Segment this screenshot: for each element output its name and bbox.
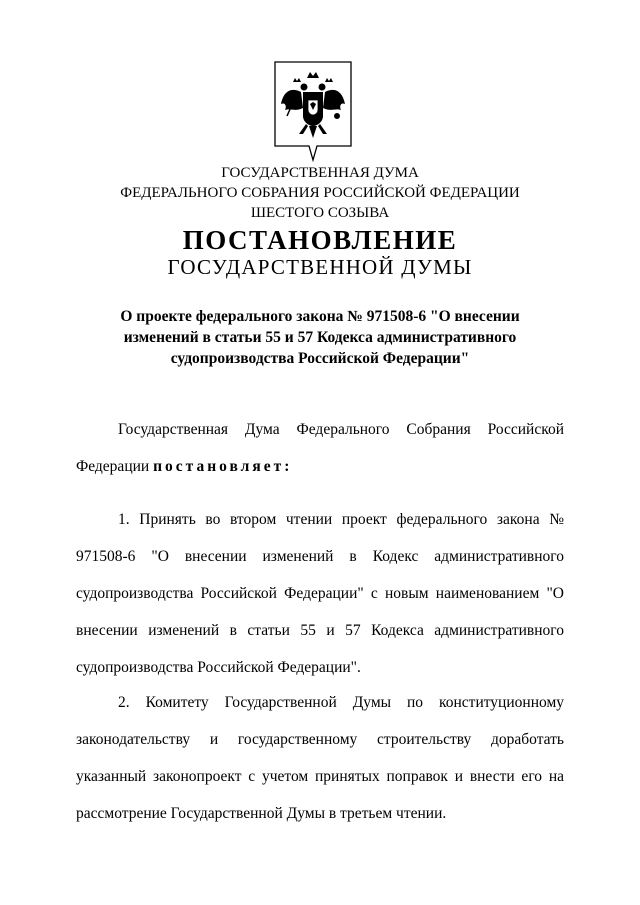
preamble-text: Государственная Дума Федерального Собрания Российской Федерации	[76, 421, 564, 475]
document-subtitle: ГОСУДАРСТВЕННОЙ ДУМЫ	[167, 255, 473, 279]
header-line-1: ГОСУДАРСТВЕННАЯ ДУМА	[221, 165, 419, 181]
resolution-item-2: 2. Комитету Государственной Думы по конституционному законодательству и государственному строительству доработать указанный законопроект с учетом принятых поправок и внести его на рассмотрение Государственной Думы в третьем чтении.	[76, 694, 564, 822]
document-title: ПОСТАНОВЛЕНИЕ	[182, 225, 458, 255]
issuer-header	[0, 163, 640, 223]
preamble	[76, 411, 564, 485]
coat-of-arms-icon	[273, 60, 353, 162]
header-line-2: ФЕДЕРАЛЬНОГО СОБРАНИЯ РОССИЙСКОЙ ФЕДЕРАЦИИ	[120, 185, 520, 201]
resolution-item-1: 1. Принять во втором чтении проект федерального закона № 971508-6 "О внесении изменений в Кодекс административного судопроизводства Российской Федерации" с новым наименованием "О внесении изменений в статьи 55 и 57 Кодекса административного судопроизводства Российской Федерации".	[76, 511, 564, 676]
emblem	[273, 60, 353, 162]
preamble-decree: постановляет:	[153, 458, 293, 475]
resolution-subject: О проекте федерального закона № 971508-6 "О внесении изменений в статьи 55 и 57 Кодекса административного судопроизводства Российской Федерации"	[120, 308, 520, 367]
header-line-3: ШЕСТОГО СОЗЫВА	[250, 205, 390, 221]
